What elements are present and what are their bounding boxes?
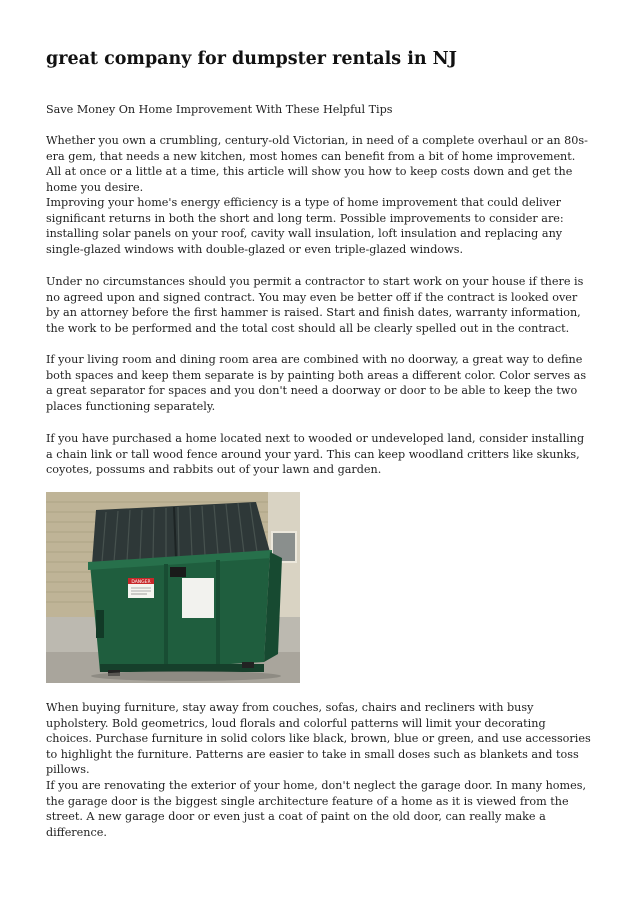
paragraph-3: Under no circumstances should you permit a contractor to start work on your house if there is no agreed upon and signed contract. You may even be better off if the contract is looked over by an attorney before the first hammer is raised. Start and finish dates, warranty information, the work to be performed and the total cost should all be clearly spelled out in the contract. bbox=[46, 275, 584, 335]
danger-sign-text: DANGER bbox=[131, 580, 151, 585]
paragraph-5: If you have purchased a home located next to wooded or undeveloped land, consider installing a chain link or tall wood fence around your yard. This can keep woodland critters like skunks, coyotes, possums and rabbits out of your lawn and garden. bbox=[46, 432, 585, 477]
paragraph-1: Whether you own a crumbling, century-old Victorian, in need of a complete overhaul or an 80s-era gem, that needs a new kitchen, most homes can benefit from a bit of home improvement. All at once or a little at a time, this article will show you how to keep costs down and get the home you desire. bbox=[46, 134, 588, 194]
subtitle: Save Money On Home Improvement With These Helpful Tips bbox=[46, 103, 393, 116]
dumpster-photo bbox=[46, 492, 300, 683]
paragraph-6: When buying furniture, stay away from couches, sofas, chairs and recliners with busy upholstery. Bold geometrics, loud florals and colorful patterns will limit your decorating choices. Purchase furniture in solid colors like black, brown, blue or green, and use accessories to highlight the furniture. Patterns are easier to take in small doses such as blankets and toss pillows. bbox=[46, 701, 591, 777]
dumpster-illustration bbox=[46, 492, 300, 683]
paragraph-7: If you are renovating the exterior of your home, don't neglect the garage door. In many homes, the garage door is the biggest single architecture feature of a home as it is viewed from the street. A new garage door or even just a coat of paint on the old door, can really make a difference. bbox=[46, 779, 587, 839]
paragraph-4: If your living room and dining room area are combined with no doorway, a great way to define both spaces and keep them separate is by painting both areas a different color. Color serves as a great separator for spaces and you don't need a doorway or door to be able to keep the two places functioning separately. bbox=[46, 353, 587, 413]
paragraph-2: Improving your home's energy efficiency is a type of home improvement that could deliver significant returns in both the short and long term. Possible improvements to consider are: installing solar panels on your roof, cavity wall insulation, loft insulation and replacing any single-glazed windows with double-glazed or even triple-glazed windows. bbox=[46, 196, 564, 256]
page-title: great company for dumpster rentals in NJ bbox=[46, 49, 457, 69]
